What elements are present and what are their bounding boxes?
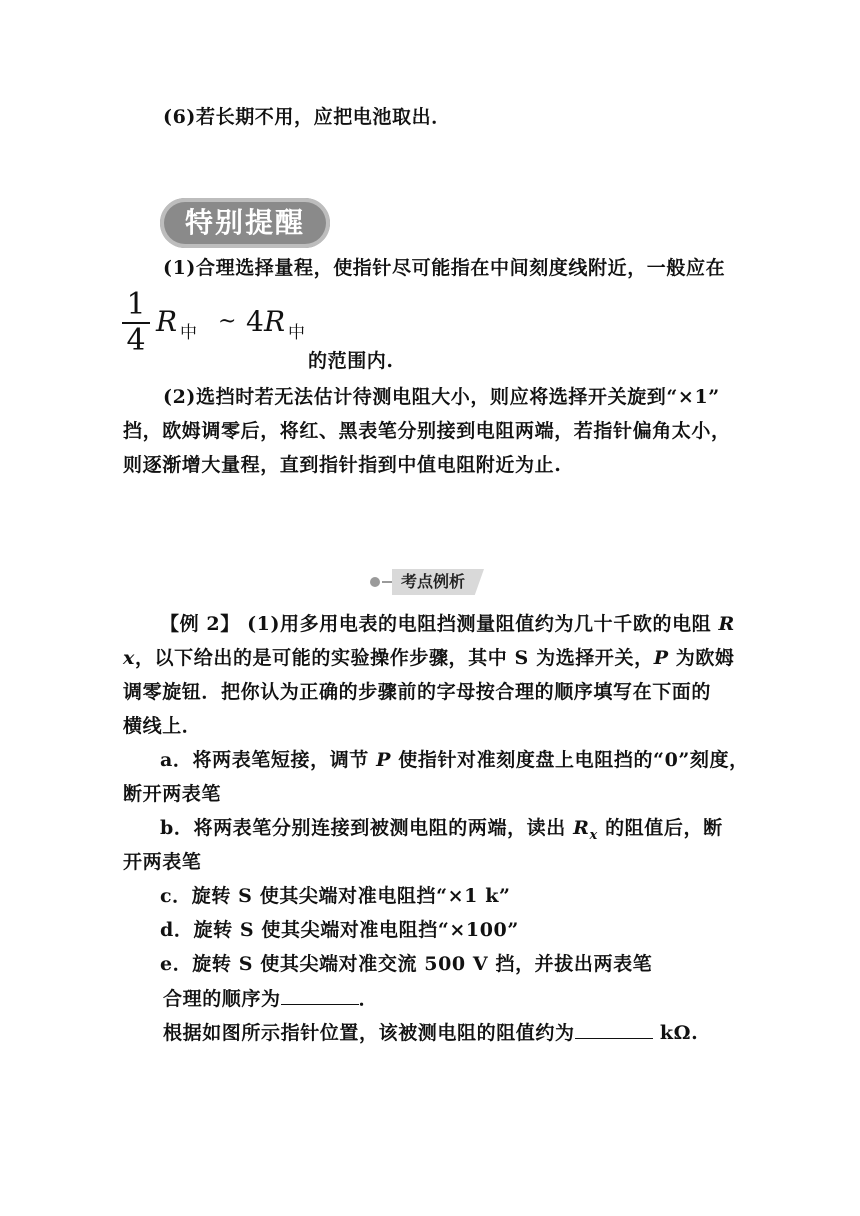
step-a-p-symbol: P [376, 749, 392, 771]
answer-value-line [163, 1018, 698, 1047]
formula-r-symbol-2: R [264, 305, 286, 338]
example-p-symbol: P [653, 647, 669, 669]
fraction-numerator: 1 [126, 287, 146, 322]
example-x-symbol: x [123, 647, 135, 669]
example-line-2 [123, 644, 735, 672]
answer-value-unit: kΩ. [652, 1022, 699, 1044]
step-e: e．旋转 S 使其尖端对准交流 500 V 挡，并拔出两表笔 [160, 953, 653, 975]
formula-subscript: 中 [180, 323, 197, 343]
example-text-2: ，以下给出的是可能的实验操作步骤，其中 S 为选择开关， [134, 647, 654, 669]
example-text-2-end: 为欧姆 [668, 647, 735, 669]
step-b-post: 的阻值后，断 [597, 817, 723, 839]
item-6-text: (6)若长期不用，应把电池取出． [163, 106, 451, 128]
answer-order-line [163, 984, 378, 1013]
section-tag-label: 考点例析 [400, 572, 465, 591]
answer-order-label: 合理的顺序为 [163, 988, 281, 1010]
example-line-4: 横线上． [123, 715, 202, 737]
step-b-x-subscript: x [589, 827, 598, 843]
example-line-1 [160, 610, 735, 638]
step-b-line-1 [160, 814, 723, 850]
tip-badge-label: 特别提醒 [184, 206, 305, 239]
fraction-one-quarter [120, 288, 152, 358]
example-r-symbol: R [718, 613, 735, 635]
tip-2-line-2: 挡，欧姆调零后，将红、黑表笔分别接到电阻两端，若指针偏角太小， [123, 420, 731, 442]
step-b-pre: b．将两表笔分别连接到被测电阻的两端，读出 [160, 817, 574, 839]
answer-value-label: 根据如图所示指针位置，该被测电阻的阻值约为 [163, 1022, 575, 1044]
formula-four: 4 [246, 305, 264, 338]
formula-tilde: ~ [218, 309, 237, 334]
step-a-post: 使指针对准刻度盘上电阻挡的“0”刻度， [391, 749, 749, 771]
step-d: d．旋转 S 使其尖端对准电阻挡“×100” [160, 919, 519, 941]
step-a-line-1 [160, 746, 749, 774]
step-b-r-symbol: R [573, 817, 590, 839]
example-line-3: 调零旋钮．把你认为正确的步骤前的字母按合理的顺序填写在下面的 [123, 681, 712, 703]
formula-r-symbol: R [156, 305, 178, 338]
fraction-denominator: 4 [126, 323, 146, 358]
tip-2-line-1: (2)选挡时若无法估计待测电阻大小，则应将选择开关旋到“×1” [163, 386, 720, 408]
formula-subscript-2: 中 [288, 323, 305, 343]
example-text-1: (1)用多用电表的电阻挡测量阻值约为几十千欧的电阻 [247, 613, 719, 635]
answer-order-period: ． [358, 988, 379, 1010]
tip-2-line-3: 则逐渐增大量程，直到指针指到中值电阻附近为止. [123, 454, 562, 476]
step-a-pre: a．将两表笔短接，调节 [160, 749, 377, 771]
example-label: 【例 2】 [160, 613, 240, 635]
section-tag-dot [370, 577, 380, 587]
answer-order-blank[interactable] [281, 984, 359, 1005]
step-a-line-2: 断开两表笔 [123, 783, 222, 805]
answer-value-blank[interactable] [575, 1018, 653, 1039]
step-b-line-2: 开两表笔 [123, 851, 202, 873]
tip-1-line-2: 的范围内. [308, 350, 394, 372]
tip-1-line-1: (1)合理选择量程，使指针尽可能指在中间刻度线附近，一般应在 [163, 257, 726, 279]
step-c: c．旋转 S 使其尖端对准电阻挡“×1 k” [160, 885, 511, 907]
